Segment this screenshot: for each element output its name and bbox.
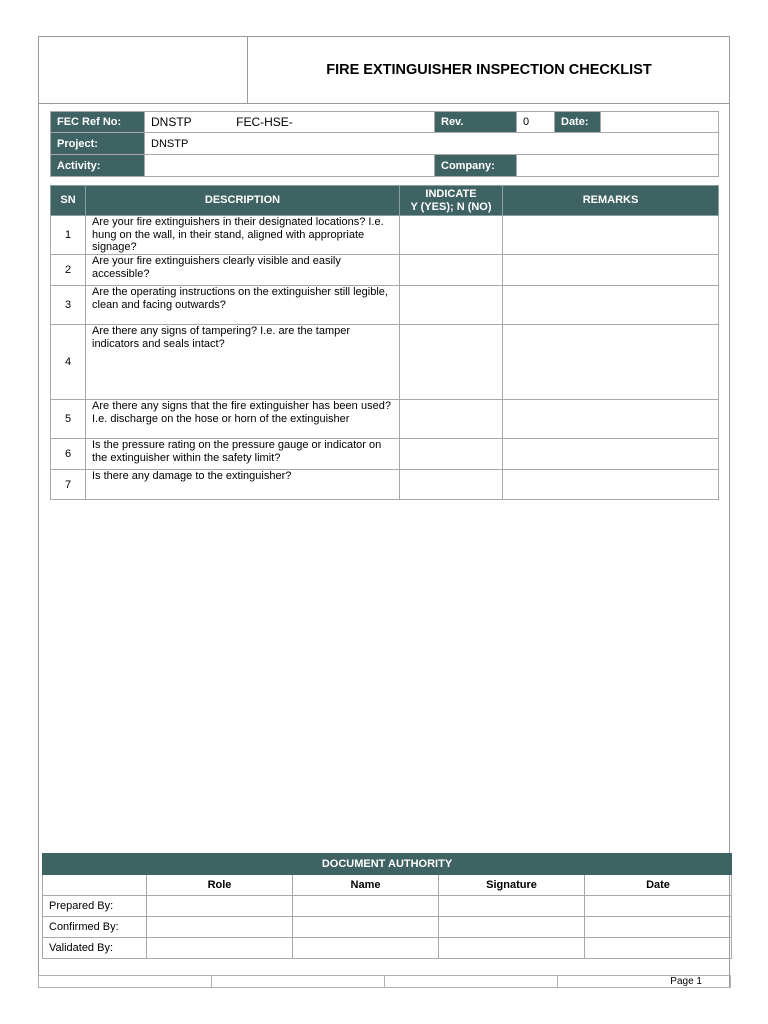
name-column-header: Name xyxy=(293,875,439,896)
table-row xyxy=(43,938,732,959)
prepared-by-label: Prepared By: xyxy=(43,896,147,917)
confirmed-by-label: Confirmed By: xyxy=(43,917,147,938)
indicate-header-line1: INDICATE xyxy=(425,187,477,200)
item-description: Are there any signs of tampering? I.e. are the tamper indicators and seals intact? xyxy=(86,325,400,400)
item-sn: 1 xyxy=(51,216,86,255)
activity-value[interactable] xyxy=(145,155,435,177)
date-column-header: Date xyxy=(585,875,732,896)
sn-header: SN xyxy=(51,186,86,216)
project-value[interactable]: DNSTP xyxy=(145,133,719,155)
name-cell[interactable] xyxy=(293,938,439,959)
item-sn: 2 xyxy=(51,255,86,286)
indicate-cell[interactable] xyxy=(400,286,503,325)
role-column-header: Role xyxy=(147,875,293,896)
name-cell[interactable] xyxy=(293,917,439,938)
item-description: Are your fire extinguishers in their designated locations? I.e. hung on the wall, in their stand, aligned with appropriate signage? xyxy=(86,216,400,255)
indicate-header-line2: Y (YES); N (NO) xyxy=(410,200,492,213)
remarks-cell[interactable] xyxy=(503,470,719,500)
remarks-header: REMARKS xyxy=(503,186,719,216)
table-row xyxy=(51,216,719,255)
authority-title: DOCUMENT AUTHORITY xyxy=(43,854,732,875)
footer-cell xyxy=(39,976,212,988)
fec-ref-value[interactable] xyxy=(145,112,435,133)
item-description: Are the operating instructions on the extinguisher still legible, clean and facing outwards? xyxy=(86,286,400,325)
document-header xyxy=(38,36,730,104)
role-cell[interactable] xyxy=(147,938,293,959)
item-sn: 6 xyxy=(51,439,86,470)
item-description: Are your fire extinguishers clearly visible and easily accessible? xyxy=(86,255,400,286)
indicate-cell[interactable] xyxy=(400,216,503,255)
item-description: Are there any signs that the fire extinguisher has been used? I.e. discharge on the hose or horn of the extinguisher xyxy=(86,400,400,439)
page-frame xyxy=(38,36,730,988)
table-row xyxy=(43,896,732,917)
signature-cell[interactable] xyxy=(439,917,585,938)
table-row xyxy=(51,439,719,470)
remarks-cell[interactable] xyxy=(503,439,719,470)
remarks-cell[interactable] xyxy=(503,325,719,400)
checklist-header-row xyxy=(51,186,719,216)
role-cell[interactable] xyxy=(147,917,293,938)
date-value[interactable] xyxy=(601,112,719,133)
rev-value[interactable]: 0 xyxy=(517,112,555,133)
name-cell[interactable] xyxy=(293,896,439,917)
item-description: Is there any damage to the extinguisher? xyxy=(86,470,400,500)
table-row xyxy=(51,470,719,500)
company-value[interactable] xyxy=(517,155,719,177)
company-label: Company: xyxy=(435,155,517,177)
date-cell[interactable] xyxy=(585,938,732,959)
fec-ref-value-2: FEC-HSE- xyxy=(236,115,293,129)
activity-label: Activity: xyxy=(51,155,145,177)
indicate-cell[interactable] xyxy=(400,325,503,400)
signature-cell[interactable] xyxy=(439,938,585,959)
fec-ref-value-1: DNSTP xyxy=(151,115,192,129)
document-authority-table xyxy=(42,853,732,959)
table-row xyxy=(51,286,719,325)
rev-label: Rev. xyxy=(435,112,517,133)
page-footer xyxy=(38,975,731,988)
remarks-cell[interactable] xyxy=(503,216,719,255)
date-cell[interactable] xyxy=(585,896,732,917)
remarks-cell[interactable] xyxy=(503,286,719,325)
role-cell[interactable] xyxy=(147,896,293,917)
indicate-cell[interactable] xyxy=(400,439,503,470)
info-table xyxy=(50,111,719,177)
indicate-cell[interactable] xyxy=(400,470,503,500)
item-description: Is the pressure rating on the pressure gauge or indicator on the extinguisher within the safety limit? xyxy=(86,439,400,470)
remarks-cell[interactable] xyxy=(503,255,719,286)
footer-cell xyxy=(385,976,558,988)
fec-ref-label: FEC Ref No: xyxy=(51,112,145,133)
date-cell[interactable] xyxy=(585,917,732,938)
authority-corner-cell xyxy=(43,875,147,896)
page-number: Page 1 xyxy=(558,976,731,988)
signature-column-header: Signature xyxy=(439,875,585,896)
inspection-checklist-table xyxy=(50,185,719,500)
indicate-header xyxy=(400,186,503,216)
indicate-cell[interactable] xyxy=(400,400,503,439)
logo-placeholder xyxy=(38,36,248,103)
item-sn: 3 xyxy=(51,286,86,325)
item-sn: 4 xyxy=(51,325,86,400)
indicate-cell[interactable] xyxy=(400,255,503,286)
table-row xyxy=(51,325,719,400)
table-row xyxy=(51,400,719,439)
item-sn: 5 xyxy=(51,400,86,439)
item-sn: 7 xyxy=(51,470,86,500)
project-label: Project: xyxy=(51,133,145,155)
table-row xyxy=(51,255,719,286)
remarks-cell[interactable] xyxy=(503,400,719,439)
document-title: FIRE EXTINGUISHER INSPECTION CHECKLIST xyxy=(326,61,652,78)
validated-by-label: Validated By: xyxy=(43,938,147,959)
date-label: Date: xyxy=(555,112,601,133)
table-row xyxy=(43,917,732,938)
footer-cell xyxy=(212,976,385,988)
description-header: DESCRIPTION xyxy=(86,186,400,216)
signature-cell[interactable] xyxy=(439,896,585,917)
